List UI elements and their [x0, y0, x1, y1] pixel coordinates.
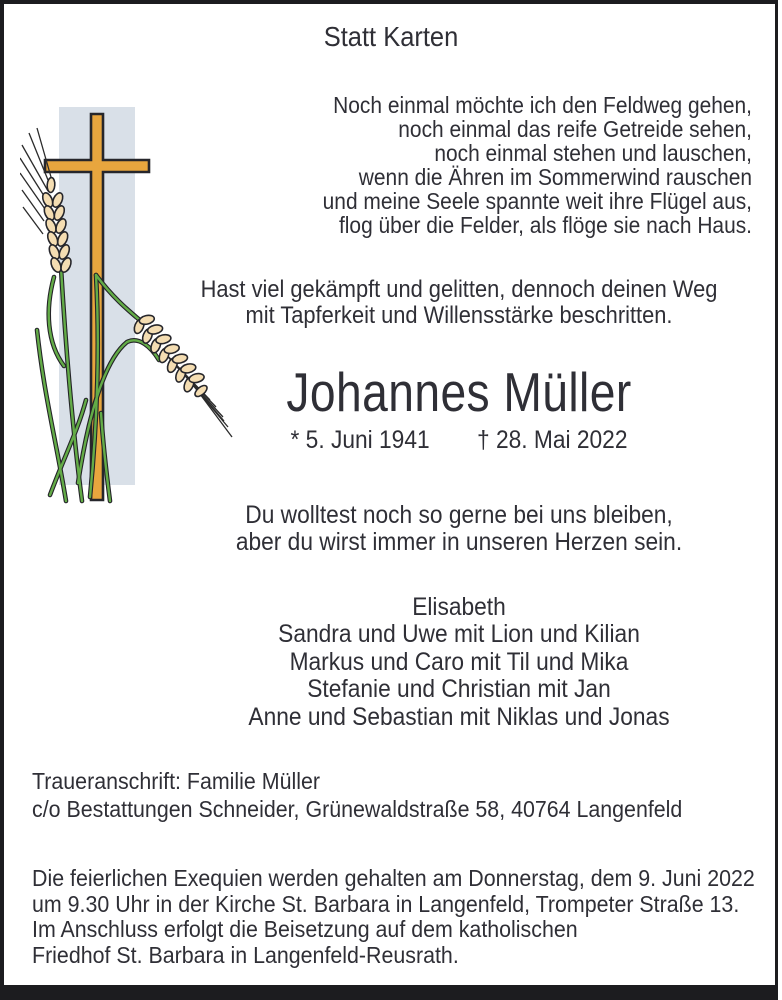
poem-line: und meine Seele spannte weit ihre Flügel aus, [322, 188, 752, 214]
mourner-line: Markus und Caro mit Til und Mika [289, 647, 629, 676]
pretext: Statt Karten [323, 21, 459, 52]
tribute [192, 277, 725, 328]
tribute-line: mit Tapferkeit und Willensstärke beschritten. [245, 301, 673, 329]
farewell-line: Du wolltest noch so gerne bei uns bleiben, [245, 501, 673, 529]
tribute-line: Hast viel gekämpft und gelitten, dennoch deinen Weg [200, 276, 718, 303]
service-line: Friedhof St. Barbara in Langenfeld-Reusrath. [32, 941, 459, 968]
funeral-service-info [32, 865, 755, 968]
poem-line: noch einmal stehen und lauschen, [434, 140, 752, 166]
mourner-line: Elisabeth [412, 593, 506, 621]
farewell-line: aber du wirst immer in unseren Herzen sein. [235, 528, 683, 556]
poem-line: noch einmal das reife Getreide sehen, [398, 116, 752, 142]
service-line: Die feierlichen Exequien werden gehalten am Donnerstag, dem 9. Juni 2022 [32, 865, 755, 891]
farewell [192, 502, 725, 556]
mourning-address [32, 768, 687, 823]
birth-date: * 5. Juni 1941 [290, 426, 430, 454]
death-date: † 28. Mai 2022 [476, 426, 628, 454]
poem [219, 93, 752, 237]
service-line: um 9.30 Uhr in der Kirche St. Barbara in Langenfeld, Trompeter Straße 13. [32, 890, 740, 917]
poem-line: wenn die Ähren im Sommerwind rauschen [358, 164, 752, 190]
poem-line: flog über die Felder, als flöge sie nach Haus. [338, 212, 752, 238]
service-line: Im Anschluss erfolgt die Beisetzung auf dem katholischen [32, 916, 578, 943]
mourner-line: Sandra und Uwe mit Lion und Kilian [278, 620, 640, 649]
mourners-list [192, 594, 725, 731]
poem-line: Noch einmal möchte ich den Feldweg gehen, [333, 92, 752, 118]
deceased-name: Johannes Müller [286, 361, 632, 423]
address-line: c/o Bestattungen Schneider, Grünewaldstraße 58, 40764 Langenfeld [32, 795, 683, 822]
mourner-line: Stefanie und Christian mit Jan [307, 675, 611, 704]
mourner-line: Anne und Sebastian mit Niklas und Jonas [248, 702, 670, 731]
address-line: Traueranschrift: Familie Müller [32, 768, 320, 794]
life-dates [192, 426, 725, 454]
